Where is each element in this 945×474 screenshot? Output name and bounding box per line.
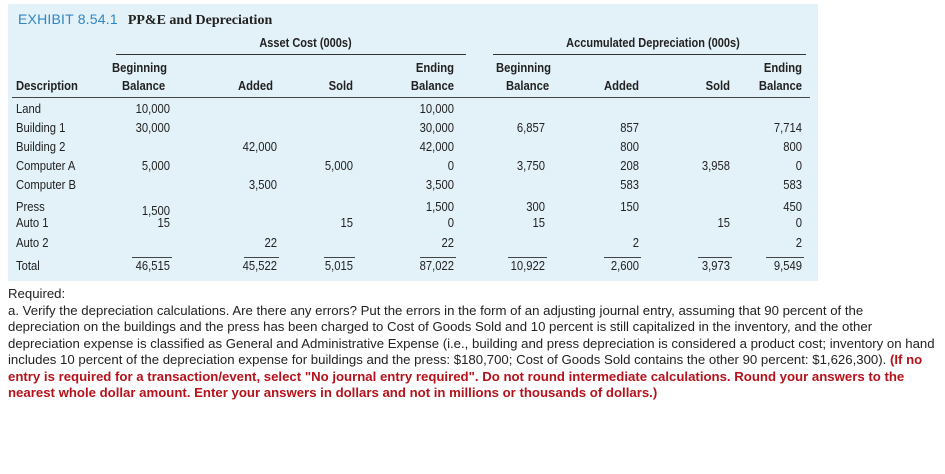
column-header-description: Description <box>16 79 78 93</box>
exhibit-title <box>18 11 272 29</box>
total-db: 10,922 <box>510 259 545 273</box>
total-rule-de <box>766 257 804 258</box>
column-header-cost-added: Added <box>237 79 273 93</box>
column-header-cost-sold: Sold <box>328 79 353 93</box>
total-da: 2,600 <box>610 259 639 273</box>
column-header-dep-added: Added <box>603 79 639 93</box>
cell-cb: 30,000 <box>135 121 170 135</box>
required-section <box>8 286 938 402</box>
cell-de: 0 <box>795 216 802 230</box>
column-header-cost-beginning-line2: Balance <box>122 79 166 93</box>
cell-db: 300 <box>526 200 545 214</box>
column-header-dep-beginning-line2: Balance <box>506 79 550 93</box>
cell-db: 15 <box>532 216 545 230</box>
row-description: Building 1 <box>16 121 66 135</box>
column-header-cost-ending-line1: Ending <box>415 61 454 75</box>
total-de: 9,549 <box>773 259 802 273</box>
cell-da: 2 <box>632 236 639 250</box>
group-rule-accumulated-depreciation <box>493 54 806 55</box>
cell-cb: 5,000 <box>141 159 170 173</box>
cell-cb: 15 <box>157 216 170 230</box>
cell-cs: 5,000 <box>324 159 353 173</box>
total-rule-cb <box>132 257 172 258</box>
total-rule-ds <box>698 257 732 258</box>
cell-da: 857 <box>620 121 639 135</box>
row-description: Land <box>16 102 42 116</box>
column-header-cost-ending-line2: Balance <box>410 79 454 93</box>
row-description: Computer A <box>16 159 76 173</box>
row-description: Press <box>16 200 45 214</box>
column-header-dep-ending-line1: Ending <box>763 61 802 75</box>
cell-de: 7,714 <box>773 121 802 135</box>
required-body: a. Verify the depreciation calculations. Are there any errors? Put the errors in the form of an adjusting journal entry, assuming that 90 percent of the depreciation on the buildings and the press has been charged to Cost of Goods Sold and 10 percent is still capitalized in the inventory, and the other depreciation expense is classified as General and Administrative Expense (i.e., building and press depreciation is considered a product cost; inventory on hand includes 10 percent of the depreciation expense for buildings and the press: $180,700; Cost of Goods Sold contains the other 90 percent: $1,626,300). <box>8 302 935 367</box>
cell-de: 800 <box>783 140 802 154</box>
cell-db: 6,857 <box>516 121 545 135</box>
row-description: Building 2 <box>16 140 66 154</box>
group-header-asset-cost: Asset Cost (000s) <box>259 36 352 50</box>
cell-ca: 22 <box>264 236 277 250</box>
column-header-dep-sold: Sold <box>705 79 730 93</box>
total-cs: 5,015 <box>324 259 353 273</box>
total-ce: 87,022 <box>419 259 454 273</box>
total-rule-da <box>604 257 641 258</box>
cell-ca: 3,500 <box>248 178 277 192</box>
cell-da: 150 <box>620 200 639 214</box>
cell-ce: 0 <box>447 216 454 230</box>
group-rule-asset-cost <box>116 54 466 55</box>
cell-de: 583 <box>783 178 802 192</box>
column-header-dep-ending-line2: Balance <box>758 79 802 93</box>
total-ca: 45,522 <box>242 259 277 273</box>
total-ds: 3,973 <box>701 259 730 273</box>
cell-ds: 3,958 <box>701 159 730 173</box>
cell-ce: 0 <box>447 159 454 173</box>
cell-ce: 10,000 <box>419 102 454 116</box>
column-header-dep-beginning-line1: Beginning <box>496 61 551 75</box>
cell-ds: 15 <box>717 216 730 230</box>
cell-da: 800 <box>620 140 639 154</box>
exhibit-panel <box>8 4 818 281</box>
required-heading: Required: <box>8 286 66 301</box>
total-rule-cs <box>324 257 355 258</box>
total-rule-ca <box>244 257 279 258</box>
total-rule-db <box>508 257 547 258</box>
column-header-cost-beginning-line1: Beginning <box>112 61 167 75</box>
exhibit-name: PP&E and Depreciation <box>127 13 273 28</box>
total-cb: 46,515 <box>135 259 170 273</box>
cell-db: 3,750 <box>516 159 545 173</box>
group-header-accumulated-depreciation: Accumulated Depreciation (000s) <box>566 36 740 50</box>
row-description: Auto 1 <box>16 216 49 230</box>
header-underline <box>12 97 810 98</box>
cell-da: 208 <box>620 159 639 173</box>
cell-ca: 42,000 <box>242 140 277 154</box>
cell-ce: 42,000 <box>419 140 454 154</box>
cell-de: 0 <box>795 159 802 173</box>
cell-da: 583 <box>620 178 639 192</box>
row-description: Computer B <box>16 178 77 192</box>
cell-cs: 15 <box>340 216 353 230</box>
cell-cb: 1,500 <box>141 204 170 218</box>
cell-ce: 22 <box>441 236 454 250</box>
required-instructions: (If no entry is required for a transaction/event, select "No journal entry required". Do not round intermediate calculations. Round your answers to the nearest whole dollar amount. Enter your answers in dollars and not in millions or thousands of dollars.) <box>8 352 923 400</box>
cell-ce: 30,000 <box>419 121 454 135</box>
cell-ce: 1,500 <box>425 200 454 214</box>
exhibit-number: EXHIBIT 8.54.1 <box>18 11 118 27</box>
cell-cb: 10,000 <box>135 102 170 116</box>
total-rule-ce <box>420 257 456 258</box>
total-label: Total <box>16 259 40 273</box>
cell-ce: 3,500 <box>425 178 454 192</box>
row-description: Auto 2 <box>16 236 49 250</box>
cell-de: 450 <box>783 200 802 214</box>
cell-de: 2 <box>795 236 802 250</box>
